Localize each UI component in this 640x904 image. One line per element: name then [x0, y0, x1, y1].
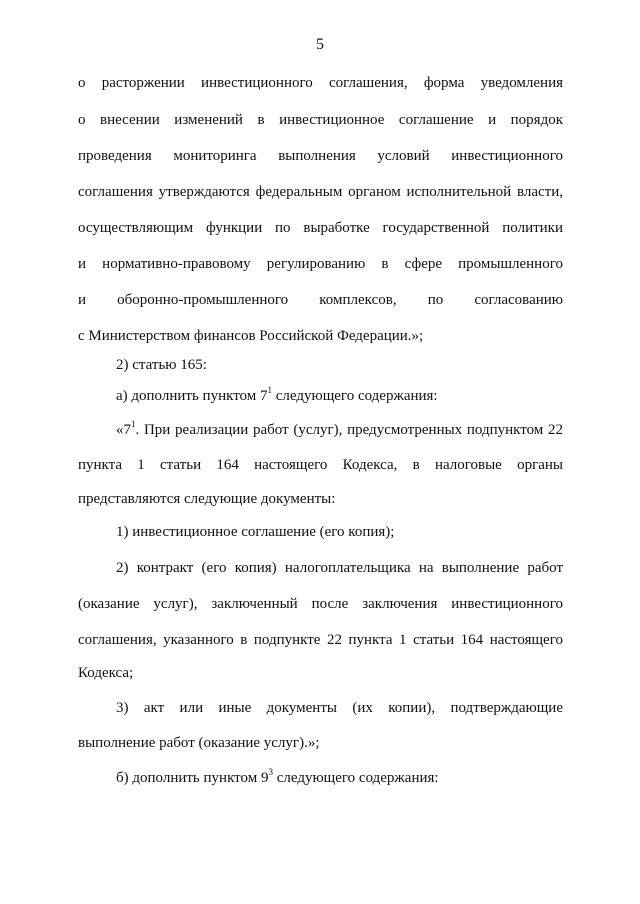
text-line: 3) акт или иные документы (их копии), подтверждающие	[116, 700, 563, 716]
text-line: и оборонно-промышленного комплексов, по согласованию	[78, 292, 563, 308]
superscript: 3	[268, 767, 273, 777]
superscript: 1	[131, 419, 136, 429]
text-line	[116, 768, 563, 788]
text-line: представляются следующие документы:	[78, 491, 336, 507]
text-line: о внесении изменений в инвестиционное соглашение и порядок	[78, 112, 563, 128]
text-line: (оказание услуг), заключенный после заключения инвестиционного	[78, 596, 563, 612]
text-line: 2) контракт (его копия) налогоплательщика на выполнение работ	[116, 560, 563, 576]
text-line: о расторжении инвестиционного соглашения, форма уведомления	[78, 75, 563, 91]
text-line: соглашения утверждаются федеральным органом исполнительной власти,	[78, 184, 563, 200]
text-line	[116, 420, 563, 440]
text-line: пункта 1 статьи 164 настоящего Кодекса, в налоговые органы	[78, 457, 563, 473]
text-fragment: следующего содержания:	[272, 388, 438, 404]
text-line: выполнение работ (оказание услуг).»;	[78, 735, 320, 751]
text-line: с Министерством финансов Российской Федерации.»;	[78, 328, 424, 344]
text-line	[116, 386, 563, 406]
text-line: проведения мониторинга выполнения условий инвестиционного	[78, 148, 563, 164]
text-fragment: «7	[116, 422, 131, 438]
text-line: 1) инвестиционное соглашение (его копия);	[116, 524, 395, 540]
text-fragment: . При реализации работ (услуг), предусмотренных подпунктом 22	[135, 422, 563, 438]
text-fragment: а) дополнить пунктом 7	[116, 388, 268, 404]
text-fragment: б) дополнить пунктом 9	[116, 770, 269, 786]
superscript: 1	[267, 385, 273, 395]
text-line: соглашения, указанного в подпункте 22 пункта 1 статьи 164 настоящего	[78, 632, 563, 648]
page-number: 5	[316, 36, 324, 53]
text-line: и нормативно-правовому регулированию в сфере промышленного	[78, 256, 563, 272]
text-fragment: следующего содержания:	[272, 770, 439, 786]
text-line: осуществляющим функции по выработке государственной политики	[78, 220, 563, 236]
text-line: Кодекса;	[78, 665, 134, 681]
text-line: 2) статью 165:	[116, 357, 207, 373]
